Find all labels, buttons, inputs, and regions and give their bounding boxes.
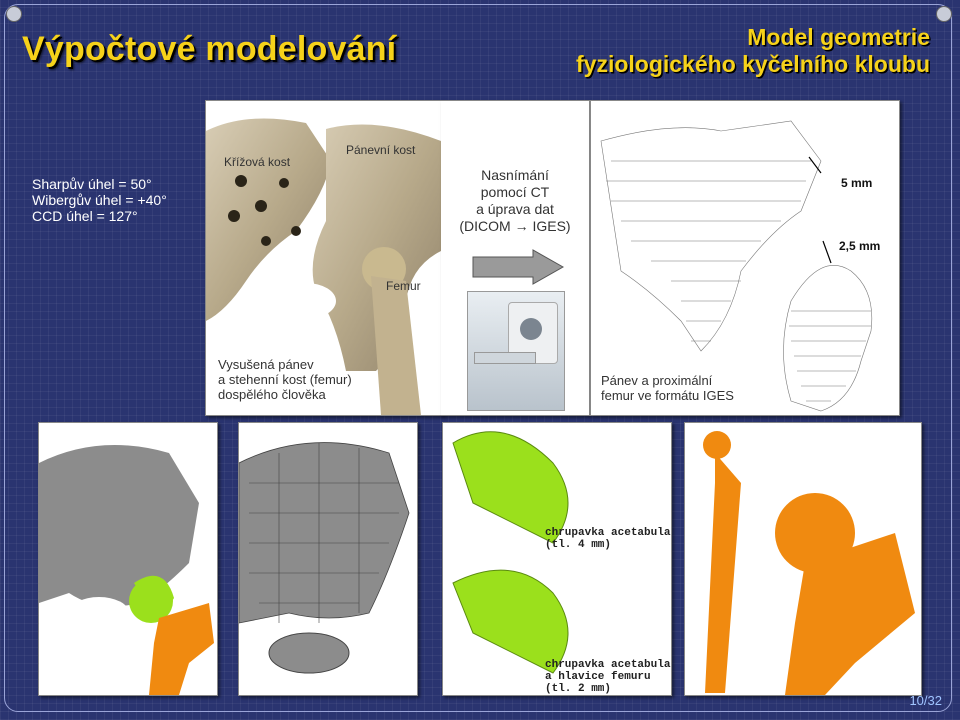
photo-caption-line-3: dospělého člověka bbox=[218, 387, 326, 402]
ct-line-1: Nasnímání bbox=[481, 167, 549, 183]
ct-line-4: (DICOM → IGES) bbox=[459, 218, 571, 234]
cartilage-label-2-line-1: chrupavka acetabula bbox=[545, 659, 671, 671]
cartilage-label-1-line-2: (tl. 4 mm) bbox=[545, 539, 612, 551]
cartilage-panel bbox=[442, 422, 672, 696]
ct-line-2: pomocí CT bbox=[480, 184, 550, 200]
bone-photo-panel bbox=[205, 100, 443, 416]
ct-description bbox=[441, 167, 589, 235]
slide-title: Výpočtové modelování bbox=[22, 30, 397, 68]
iges-caption-line-1: Pánev a proximální bbox=[601, 373, 713, 388]
ct-scanner-photo bbox=[467, 291, 565, 411]
cartilage-label-1-line-1: chrupavka acetabula bbox=[545, 527, 671, 539]
angle-parameters bbox=[32, 176, 167, 224]
femur-model-panel bbox=[684, 422, 922, 696]
cartilage-label-2-line-3: (tl. 2 mm) bbox=[545, 683, 612, 695]
pelvis-mesh-illustration bbox=[239, 423, 417, 695]
label-pelvis: Pánevní kost bbox=[346, 143, 416, 157]
ct-panel bbox=[441, 100, 590, 416]
window-corner-icon-left[interactable] bbox=[6, 6, 22, 22]
photo-caption-line-1: Vysušená pánev bbox=[218, 357, 314, 372]
ccd-angle: CCD úhel = 127° bbox=[32, 208, 138, 224]
iges-wireframe-panel bbox=[590, 100, 900, 416]
cartilage-label-2 bbox=[545, 659, 670, 695]
iges-caption-line-2: femur ve formátu IGES bbox=[601, 388, 734, 403]
wiberg-angle: Wibergův úhel = +40° bbox=[32, 192, 167, 208]
ct-line-3: a úprava dat bbox=[476, 201, 554, 217]
cartilage-label-1 bbox=[545, 527, 670, 551]
label-femur: Femur bbox=[386, 279, 421, 293]
photo-caption-line-2: a stehenní kost (femur) bbox=[218, 372, 352, 387]
cartilage-hemispheres-illustration bbox=[443, 423, 671, 695]
page-number: 10/32 bbox=[909, 693, 942, 708]
dimension-2-5mm: 2,5 mm bbox=[839, 239, 881, 253]
slide-subtitle bbox=[576, 24, 930, 78]
cartilage-label-2-line-2: a hlavice femuru bbox=[545, 671, 651, 683]
label-sacrum: Křížová kost bbox=[224, 155, 291, 169]
wireframe-illustration bbox=[591, 101, 899, 415]
pelvis-mesh-panel bbox=[238, 422, 418, 696]
dimension-5mm: 5 mm bbox=[841, 176, 873, 190]
subtitle-line-2: fyziologického kyčelního kloubu bbox=[576, 51, 930, 77]
photo-caption bbox=[218, 357, 352, 402]
subtitle-line-1: Model geometrie bbox=[747, 24, 930, 50]
window-corner-icon-right[interactable] bbox=[936, 6, 952, 22]
sharp-angle: Sharpův úhel = 50° bbox=[32, 176, 152, 192]
femur-model-illustration bbox=[685, 423, 921, 695]
arrow-right-icon bbox=[471, 249, 567, 285]
pelvis-femur-model-illustration bbox=[39, 423, 217, 695]
iges-caption bbox=[601, 373, 734, 403]
pelvis-femur-model-panel bbox=[38, 422, 218, 696]
